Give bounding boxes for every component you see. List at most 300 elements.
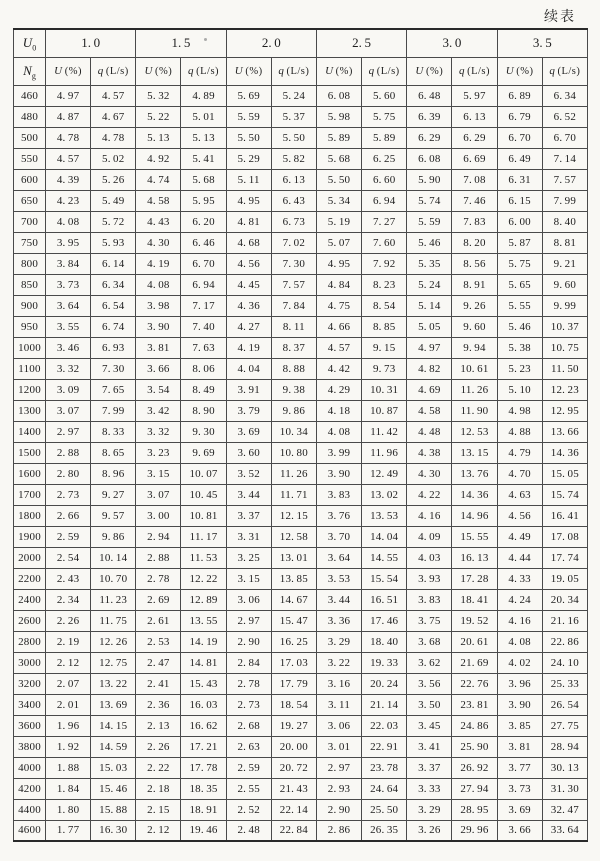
q-value: 12. 58 xyxy=(271,526,316,547)
u-value: 3. 41 xyxy=(407,736,452,757)
u-value: 3. 37 xyxy=(407,757,452,778)
u-value: 2. 53 xyxy=(136,631,181,652)
q-value: 15. 47 xyxy=(271,610,316,631)
u-value: 4. 58 xyxy=(407,400,452,421)
u-value: 5. 69 xyxy=(226,85,271,106)
u-value: 4. 29 xyxy=(316,379,361,400)
u-value: 6. 89 xyxy=(497,85,542,106)
u-symbol: U xyxy=(234,65,243,77)
u-value: 3. 83 xyxy=(407,589,452,610)
u-unit: (%) xyxy=(62,66,82,77)
q-value: 9. 86 xyxy=(271,400,316,421)
u-value: 4. 02 xyxy=(497,652,542,673)
u-value: 4. 44 xyxy=(497,547,542,568)
table-row-2400 xyxy=(14,589,588,610)
table-row-1300 xyxy=(14,400,588,421)
u-value: 4. 16 xyxy=(497,610,542,631)
table-row-2800 xyxy=(14,631,588,652)
q-value: 13. 85 xyxy=(271,568,316,589)
u-unit: (%) xyxy=(423,66,444,77)
q-value: 13. 53 xyxy=(362,505,407,526)
u-value: 3. 44 xyxy=(226,484,271,505)
q-value: 9. 26 xyxy=(452,295,497,316)
q-value: 14. 36 xyxy=(542,442,587,463)
u-value: 2. 69 xyxy=(136,589,181,610)
q-value: 9. 69 xyxy=(181,442,226,463)
u-value: 5. 29 xyxy=(226,148,271,169)
table-row-1700 xyxy=(14,484,588,505)
u-value: 2. 63 xyxy=(226,736,271,757)
u-value: 5. 98 xyxy=(316,106,361,127)
u-value: 4. 98 xyxy=(497,400,542,421)
q-value: 6. 13 xyxy=(452,106,497,127)
q-value: 7. 83 xyxy=(452,211,497,232)
u-value: 2. 90 xyxy=(316,799,361,820)
q-value: 12. 75 xyxy=(91,652,136,673)
q-value: 5. 02 xyxy=(91,148,136,169)
u-value: 3. 45 xyxy=(407,715,452,736)
q-value: 9. 86 xyxy=(91,526,136,547)
q-value: 13. 22 xyxy=(91,673,136,694)
q-value: 5. 68 xyxy=(181,169,226,190)
ng-value: 1000 xyxy=(14,337,46,358)
u-value: 5. 05 xyxy=(407,316,452,337)
u-value: 4. 74 xyxy=(136,169,181,190)
table-row-3600 xyxy=(14,715,588,736)
u-value: 6. 15 xyxy=(497,190,542,211)
table-row-750 xyxy=(14,232,588,253)
q-column-header-2.0 xyxy=(271,57,316,85)
q-value: 15. 46 xyxy=(91,778,136,799)
u-value: 3. 66 xyxy=(136,358,181,379)
u-value: 4. 33 xyxy=(497,568,542,589)
q-symbol: q xyxy=(458,65,465,77)
q-value: 14. 55 xyxy=(362,547,407,568)
q-value: 8. 91 xyxy=(452,274,497,295)
q-value: 6. 20 xyxy=(181,211,226,232)
q-value: 14. 19 xyxy=(181,631,226,652)
u-value: 3. 07 xyxy=(46,400,91,421)
u-value: 3. 15 xyxy=(226,568,271,589)
u-value: 2. 26 xyxy=(136,736,181,757)
u-value: 5. 46 xyxy=(407,232,452,253)
ng-value: 500 xyxy=(14,127,46,148)
q-value: 10. 34 xyxy=(271,421,316,442)
u-value: 3. 09 xyxy=(46,379,91,400)
u-value: 4. 45 xyxy=(226,274,271,295)
table-row-4200 xyxy=(14,778,588,799)
q-value: 7. 57 xyxy=(271,274,316,295)
u-column-header-2.0 xyxy=(226,57,271,85)
u-value: 3. 23 xyxy=(136,442,181,463)
q-value: 13. 66 xyxy=(542,421,587,442)
q-value: 18. 54 xyxy=(271,694,316,715)
q-value: 8. 33 xyxy=(91,421,136,442)
q-column-header-2.5 xyxy=(362,57,407,85)
u-value: 3. 81 xyxy=(497,736,542,757)
u-value: 4. 09 xyxy=(407,526,452,547)
q-column-header-3.0 xyxy=(452,57,497,85)
u-value: 2. 59 xyxy=(46,526,91,547)
table-row-1000 xyxy=(14,337,588,358)
corner-ng-cell xyxy=(14,57,46,85)
q-value: 4. 67 xyxy=(91,106,136,127)
u-value: 3. 90 xyxy=(136,316,181,337)
q-value: 15. 74 xyxy=(542,484,587,505)
u-value: 3. 62 xyxy=(407,652,452,673)
q-value: 7. 92 xyxy=(362,253,407,274)
u-value: 2. 15 xyxy=(136,799,181,820)
q-value: 6. 13 xyxy=(271,169,316,190)
q-value: 9. 30 xyxy=(181,421,226,442)
q-value: 8. 90 xyxy=(181,400,226,421)
u0-symbol: U xyxy=(22,35,33,51)
u-value: 2. 73 xyxy=(46,484,91,505)
u-value: 1. 96 xyxy=(46,715,91,736)
u-value: 2. 22 xyxy=(136,757,181,778)
q-value: 6. 25 xyxy=(362,148,407,169)
ng-value: 3600 xyxy=(14,715,46,736)
u-value: 5. 24 xyxy=(407,274,452,295)
q-unit: (L/s) xyxy=(374,66,400,77)
u-value: 3. 95 xyxy=(46,232,91,253)
u-value: 3. 98 xyxy=(136,295,181,316)
u-value: 4. 08 xyxy=(497,631,542,652)
q-value: 21. 69 xyxy=(452,652,497,673)
q-value: 10. 61 xyxy=(452,358,497,379)
q-value: 22. 84 xyxy=(271,820,316,841)
q-value: 7. 84 xyxy=(271,295,316,316)
u-value: 4. 04 xyxy=(226,358,271,379)
q-value: 9. 60 xyxy=(542,274,587,295)
q-value: 7. 08 xyxy=(452,169,497,190)
ng-value: 1500 xyxy=(14,442,46,463)
q-value: 7. 17 xyxy=(181,295,226,316)
u-value: 2. 26 xyxy=(46,610,91,631)
u-value: 4. 88 xyxy=(497,421,542,442)
q-value: 6. 70 xyxy=(181,253,226,274)
u-value: 6. 31 xyxy=(497,169,542,190)
q-value: 10. 37 xyxy=(542,316,587,337)
ng-value: 750 xyxy=(14,232,46,253)
q-value: 17. 21 xyxy=(181,736,226,757)
q-value: 17. 08 xyxy=(542,526,587,547)
q-value: 14. 81 xyxy=(181,652,226,673)
u-value: 2. 07 xyxy=(46,673,91,694)
ng-value: 4000 xyxy=(14,757,46,778)
q-value: 15. 03 xyxy=(91,757,136,778)
table-row-1500 xyxy=(14,442,588,463)
q-value: 8. 11 xyxy=(271,316,316,337)
q-value: 9. 94 xyxy=(452,337,497,358)
q-value: 13. 69 xyxy=(91,694,136,715)
q-value: 10. 87 xyxy=(362,400,407,421)
u-value: 3. 79 xyxy=(226,400,271,421)
q-value: 20. 24 xyxy=(362,673,407,694)
table-row-1900 xyxy=(14,526,588,547)
u-value: 6. 00 xyxy=(497,211,542,232)
u-value: 1. 77 xyxy=(46,820,91,841)
table-row-3000 xyxy=(14,652,588,673)
q-value: 6. 43 xyxy=(271,190,316,211)
u-value: 4. 36 xyxy=(226,295,271,316)
q-value: 24. 64 xyxy=(362,778,407,799)
q-value: 25. 90 xyxy=(452,736,497,757)
ng-value: 800 xyxy=(14,253,46,274)
flow-rate-table xyxy=(13,28,588,842)
u-symbol: U xyxy=(325,65,334,77)
u-value: 5. 55 xyxy=(497,295,542,316)
q-value: 5. 72 xyxy=(91,211,136,232)
u-value: 4. 56 xyxy=(226,253,271,274)
q-value: 14. 15 xyxy=(91,715,136,736)
u-value: 4. 08 xyxy=(136,274,181,295)
u-value: 2. 36 xyxy=(136,694,181,715)
q-value: 6. 60 xyxy=(362,169,407,190)
u-value: 6. 08 xyxy=(316,85,361,106)
u-value: 3. 68 xyxy=(407,631,452,652)
q-value: 5. 26 xyxy=(91,169,136,190)
u-value: 3. 06 xyxy=(316,715,361,736)
q-value: 9. 99 xyxy=(542,295,587,316)
table-row-3800 xyxy=(14,736,588,757)
u-value: 3. 32 xyxy=(46,358,91,379)
u-value: 2. 97 xyxy=(226,610,271,631)
u-value: 3. 37 xyxy=(226,505,271,526)
u-value: 3. 54 xyxy=(136,379,181,400)
q-value: 17. 78 xyxy=(181,757,226,778)
q-value: 13. 55 xyxy=(181,610,226,631)
u-value: 4. 95 xyxy=(316,253,361,274)
q-value: 7. 60 xyxy=(362,232,407,253)
q-value: 9. 21 xyxy=(542,253,587,274)
q-value: 6. 73 xyxy=(271,211,316,232)
u-value: 4. 84 xyxy=(316,274,361,295)
q-value: 32. 47 xyxy=(542,799,587,820)
q-value: 16. 13 xyxy=(452,547,497,568)
u-value: 3. 16 xyxy=(316,673,361,694)
u-value: 6. 49 xyxy=(497,148,542,169)
u-value: 4. 58 xyxy=(136,190,181,211)
u-value: 4. 08 xyxy=(316,421,361,442)
u-value: 5. 59 xyxy=(226,106,271,127)
ng-value: 4600 xyxy=(14,820,46,841)
u-value: 2. 54 xyxy=(46,547,91,568)
u-column-header-2.5 xyxy=(316,57,361,85)
u-value: 5. 50 xyxy=(226,127,271,148)
u-value: 2. 84 xyxy=(226,652,271,673)
u-symbol: U xyxy=(54,65,63,77)
q-value: 9. 57 xyxy=(91,505,136,526)
q-value: 8. 96 xyxy=(91,463,136,484)
q-value: 11. 42 xyxy=(362,421,407,442)
q-value: 11. 17 xyxy=(181,526,226,547)
q-value: 8. 37 xyxy=(271,337,316,358)
u-value: 3. 50 xyxy=(407,694,452,715)
u-value: 5. 07 xyxy=(316,232,361,253)
q-value: 16. 30 xyxy=(91,820,136,841)
u-value: 4. 95 xyxy=(226,190,271,211)
q-value: 19. 05 xyxy=(542,568,587,589)
u-value: 2. 97 xyxy=(316,757,361,778)
u-value: 3. 33 xyxy=(407,778,452,799)
u-column-header-1.5 xyxy=(136,57,181,85)
q-value: 5. 89 xyxy=(362,127,407,148)
q-value: 5. 13 xyxy=(181,127,226,148)
q-value: 25. 50 xyxy=(362,799,407,820)
u-value: 5. 87 xyxy=(497,232,542,253)
q-unit: (L/s) xyxy=(283,66,310,77)
q-value: 4. 78 xyxy=(91,127,136,148)
u-value: 4. 81 xyxy=(226,211,271,232)
u-column-header-3.0 xyxy=(407,57,452,85)
q-value: 12. 15 xyxy=(271,505,316,526)
table-row-550 xyxy=(14,148,588,169)
q-value: 9. 15 xyxy=(362,337,407,358)
u-value: 3. 73 xyxy=(46,274,91,295)
q-value: 22. 14 xyxy=(271,799,316,820)
ng-value: 1600 xyxy=(14,463,46,484)
q-value: 11. 50 xyxy=(542,358,587,379)
q-value: 10. 07 xyxy=(181,463,226,484)
u-symbol: U xyxy=(415,65,424,77)
q-column-header-3.5 xyxy=(542,57,587,85)
u-value: 4. 48 xyxy=(407,421,452,442)
ng-subscript: g xyxy=(31,71,36,81)
q-value: 14. 36 xyxy=(452,484,497,505)
q-value: 21. 43 xyxy=(271,778,316,799)
q-unit: (L/s) xyxy=(103,66,129,77)
q-value: 8. 06 xyxy=(181,358,226,379)
u-unit: (%) xyxy=(242,66,263,77)
u-value: 4. 97 xyxy=(46,85,91,106)
q-value: 5. 60 xyxy=(362,85,407,106)
q-value: 8. 23 xyxy=(362,274,407,295)
q-value: 11. 71 xyxy=(271,484,316,505)
q-value: 7. 99 xyxy=(91,400,136,421)
q-value: 20. 00 xyxy=(271,736,316,757)
q-value: 26. 54 xyxy=(542,694,587,715)
sub-header-row xyxy=(14,57,588,85)
u-value: 3. 46 xyxy=(46,337,91,358)
u-value: 2. 88 xyxy=(46,442,91,463)
u-value: 3. 42 xyxy=(136,400,181,421)
q-value: 6. 46 xyxy=(181,232,226,253)
u-value: 4. 78 xyxy=(46,127,91,148)
u-value: 6. 79 xyxy=(497,106,542,127)
table-row-2000 xyxy=(14,547,588,568)
u-value: 4. 63 xyxy=(497,484,542,505)
u-value: 4. 69 xyxy=(407,379,452,400)
q-value: 16. 62 xyxy=(181,715,226,736)
q-value: 5. 24 xyxy=(271,85,316,106)
u-unit: (%) xyxy=(333,66,353,77)
q-value: 18. 40 xyxy=(362,631,407,652)
group-header-1.5: 1. 5 xyxy=(136,29,226,57)
q-value: 7. 65 xyxy=(91,379,136,400)
u-value: 4. 23 xyxy=(46,190,91,211)
q-symbol: q xyxy=(278,65,284,77)
q-value: 14. 96 xyxy=(452,505,497,526)
u-value: 3. 77 xyxy=(497,757,542,778)
u0-subscript: 0 xyxy=(32,43,37,53)
u-value: 2. 13 xyxy=(136,715,181,736)
q-value: 13. 15 xyxy=(452,442,497,463)
table-header xyxy=(14,29,588,85)
u-value: 4. 16 xyxy=(407,505,452,526)
q-value: 28. 95 xyxy=(452,799,497,820)
q-value: 6. 14 xyxy=(91,253,136,274)
q-value: 8. 85 xyxy=(362,316,407,337)
ng-value: 1800 xyxy=(14,505,46,526)
q-value: 11. 90 xyxy=(452,400,497,421)
q-value: 5. 50 xyxy=(271,127,316,148)
table-row-4400 xyxy=(14,799,588,820)
u-value: 3. 26 xyxy=(407,820,452,841)
u-value: 4. 79 xyxy=(497,442,542,463)
u-value: 3. 69 xyxy=(226,421,271,442)
u-value: 4. 66 xyxy=(316,316,361,337)
u-value: 1. 84 xyxy=(46,778,91,799)
u-value: 3. 96 xyxy=(497,673,542,694)
q-value: 7. 40 xyxy=(181,316,226,337)
q-value: 15. 43 xyxy=(181,673,226,694)
continued-table-label: 续表 xyxy=(544,10,576,25)
q-value: 27. 75 xyxy=(542,715,587,736)
q-value: 4. 57 xyxy=(91,85,136,106)
q-value: 21. 14 xyxy=(362,694,407,715)
u-value: 2. 90 xyxy=(226,631,271,652)
u-value: 3. 60 xyxy=(226,442,271,463)
ng-value: 1900 xyxy=(14,526,46,547)
u-value: 5. 10 xyxy=(497,379,542,400)
ng-value: 650 xyxy=(14,190,46,211)
u-value: 3. 11 xyxy=(316,694,361,715)
q-unit: (L/s) xyxy=(554,66,581,77)
table-row-1800 xyxy=(14,505,588,526)
q-value: 29. 96 xyxy=(452,820,497,841)
u-value: 2. 78 xyxy=(226,673,271,694)
u-value: 5. 23 xyxy=(497,358,542,379)
u-value: 2. 55 xyxy=(226,778,271,799)
q-value: 5. 41 xyxy=(181,148,226,169)
ng-value: 2800 xyxy=(14,631,46,652)
u-value: 5. 11 xyxy=(226,169,271,190)
u-value: 4. 56 xyxy=(497,505,542,526)
u-value: 3. 64 xyxy=(316,547,361,568)
u-value: 2. 93 xyxy=(316,778,361,799)
u-column-header-1.0 xyxy=(46,57,91,85)
q-value: 12. 53 xyxy=(452,421,497,442)
q-value: 7. 02 xyxy=(271,232,316,253)
u-value: 3. 01 xyxy=(316,736,361,757)
u-value: 2. 97 xyxy=(46,421,91,442)
q-value: 11. 23 xyxy=(91,589,136,610)
group-header-2.0: 2. 0 xyxy=(226,29,316,57)
u-value: 2. 43 xyxy=(46,568,91,589)
q-value: 24. 10 xyxy=(542,652,587,673)
q-value: 5. 95 xyxy=(181,190,226,211)
q-value: 5. 37 xyxy=(271,106,316,127)
u-value: 4. 19 xyxy=(136,253,181,274)
q-value: 6. 93 xyxy=(91,337,136,358)
q-value: 18. 91 xyxy=(181,799,226,820)
u-value: 3. 44 xyxy=(316,589,361,610)
u-value: 3. 73 xyxy=(497,778,542,799)
q-value: 8. 40 xyxy=(542,211,587,232)
table-row-2600 xyxy=(14,610,588,631)
ng-value: 1700 xyxy=(14,484,46,505)
